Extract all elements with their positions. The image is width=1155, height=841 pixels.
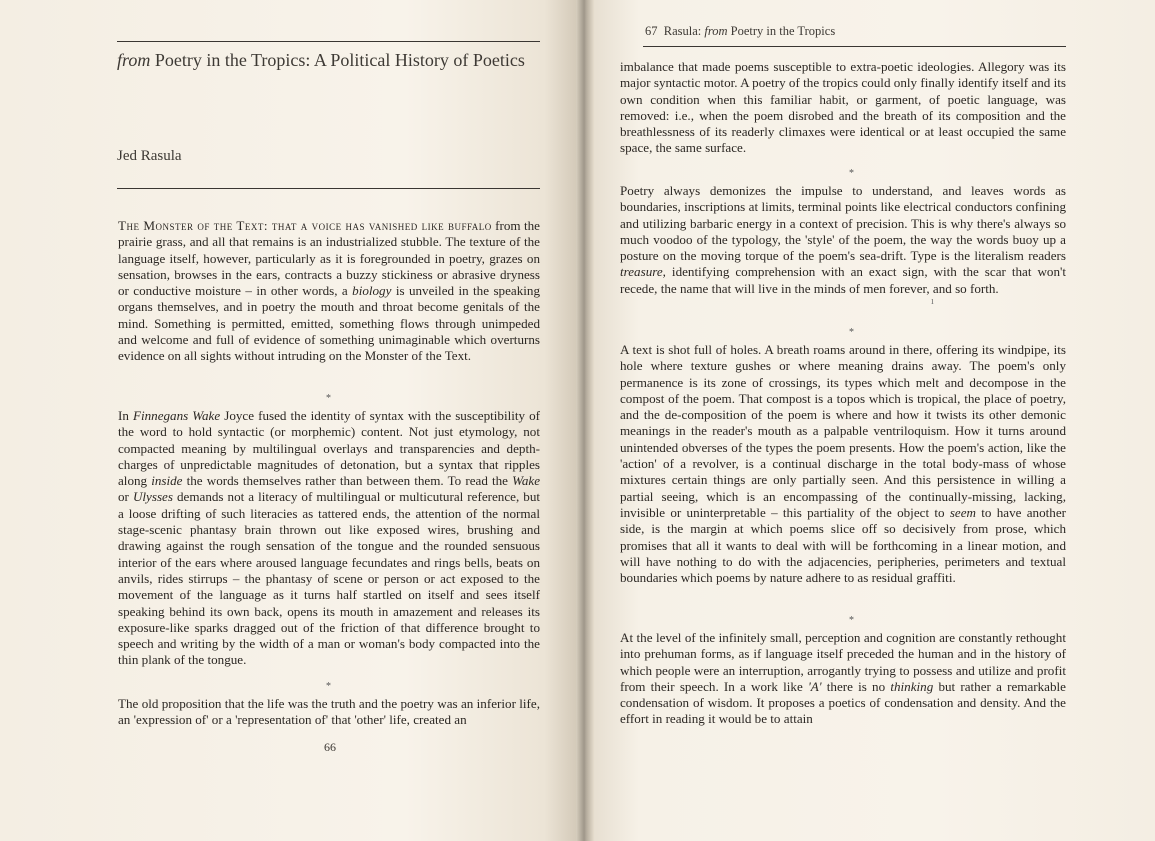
title-italic: from — [117, 50, 151, 70]
paragraph-2: Poetry always demonizes the impulse to understand, and leaves words as boundaries, inscriptions at limits, terminal points like electrical conductors confining and utilizing barbaric energy in a context of precision. This is why there's always so much voodoo of the typology, the 'style' of the poem, the way the words buoy up a posture on the moving torque of the poem's sea-drift. Type is the literalism readers treasure, identifying comprehension with an exact sign, with the scar that won't recede, the name that will live in the minds of men forever, and so forth. — [620, 183, 1066, 296]
section-ornament: * — [849, 615, 854, 626]
lead-in: The Monster of the Text: that a voice has vanished like buffalo — [118, 218, 492, 233]
header-rule — [643, 46, 1066, 47]
page-number: 67 — [645, 24, 658, 38]
running-header: 67 Rasula: from Poetry in the Tropics — [645, 24, 836, 38]
top-rule — [117, 41, 540, 42]
paragraph-1: imbalance that made poems susceptible to extra-poetic ideologies. Allegory was its major syntactic motor. A poetry of the tropics could only finally identify itself and its own condition when this familiar habit, or garment, of poetic language, was removed: i.e., when the poem disrobed and the breath of its composition and the breathlessness of its readerly climaxes were identical or at least occupied the same space, the same surface. — [620, 59, 1066, 156]
paragraph-3: The old proposition that the life was the truth and the poetry was an inferior life, an 'expression of' or a 'representation of' that 'other' life, created an — [118, 696, 540, 728]
right-page — [594, 0, 1155, 841]
section-ornament: * — [849, 327, 854, 338]
page-number: 66 — [324, 740, 336, 754]
author-name: Jed Rasula — [117, 148, 182, 164]
section-ornament: * — [849, 168, 854, 179]
stray-mark: ı — [931, 296, 934, 307]
book-gutter — [576, 0, 594, 841]
page-title — [117, 50, 525, 71]
paragraph-2: In Finnegans Wake Joyce fused the identity of syntax with the susceptibility of the word to hold syntactic (or morphemic) content. Not just etymology, not compacted meaning by multilingual overlays and transparencies and depth-charges of unpredictable magnitudes of detonation, but a syntax that ripples along inside the words themselves rather than between them. To read the Wake or Ulysses demands not a literacy of multilingual or multicutural reference, but a loose drifting of such literacies as tattered ends, the attention of the normal stage-scenic phantasy brain thrown out like exposed wires, brushing and drawing against the rough sensation of the tongue and the rounded sensuous interior of the ears where aroused language fecundates and rings bells, beats on anvils, rides stirrups – the phantasy of scene or person or act exposed to the movement of the language as it turns half startled on itself and sees itself speaking behind its own back, opens its mouth in amazement and releases its exposure-like sparks dragged out of the friction of that difference brought to speech and writing by the width of a man or woman's body compacted into the thin plank of the tongue. — [118, 408, 541, 668]
author-rule — [117, 188, 540, 189]
paragraph-3: A text is shot full of holes. A breath roams around in there, offering its windpipe, its hole where texture gushes or where meaning drains away. The poem's only permanence is its zone of crossings, its types which melt and decompose in the compost of the poem. That compost is a topos which is tropical, the place of poetry, and the de-composition of the poem is where and how it twists its other demonic meanings in the reader's mouth as a palpable ventriloquism. How it turns around unintended obverses of the types the poem presents. How the poem's action, like the 'action' of a revolver, is a continual discharge in the total body-mass of whose mixtures certain things are only partially seen. And this persistence in willing a partial seeing, which is an encompassing of the continually-missing, lacking, invisible or uninterpretable – this partiality of the object to seem to have another side, is the margin at which poems slice off so decisively from prose, which promises that all it wants to deal with will be forthcoming in a linear motion, and will have nothing to do with the adjacencies, peripheries, perimeters and textual boundaries which poems by nature adhere to as residual graffiti. — [620, 342, 1067, 586]
section-ornament: * — [326, 393, 331, 404]
paragraph-4: At the level of the infinitely small, perception and cognition are constantly rethought into prehuman forms, as if language itself preceded the human and in the history of which people were an interruption, arrogantly trying to possess and utilize and profit from their speech. In a work like 'A' there is no thinking but rather a remarkable condensation of wisdom. It proposes a poetics of condensation and density. And the effort in reading it would be to attain — [620, 630, 1066, 727]
section-ornament: * — [326, 681, 331, 692]
paragraph-1: The Monster of the Text: that a voice has vanished like buffalo from the prairie grass, and all that remains is an industrialized stubble. The texture of the language itself, however, particularly as it is foregrounded in poetry, grazes on sensation, browses in the ears, contracts a buzzy stickiness or abrasive dryness or conductive moisture – in other words, a biology is unveiled in the speaking organs themselves, and in poetry the mouth and throat become genitals of the mind. Something is permitted, emitted, something flows through unimpeded and welcome and full of evidence of something unimaginable which overturns evidence on all sights without intruding on the Monster of the Text. — [118, 218, 540, 364]
title-text: Poetry in the Tropics: A Political History of Poetics — [150, 50, 525, 70]
